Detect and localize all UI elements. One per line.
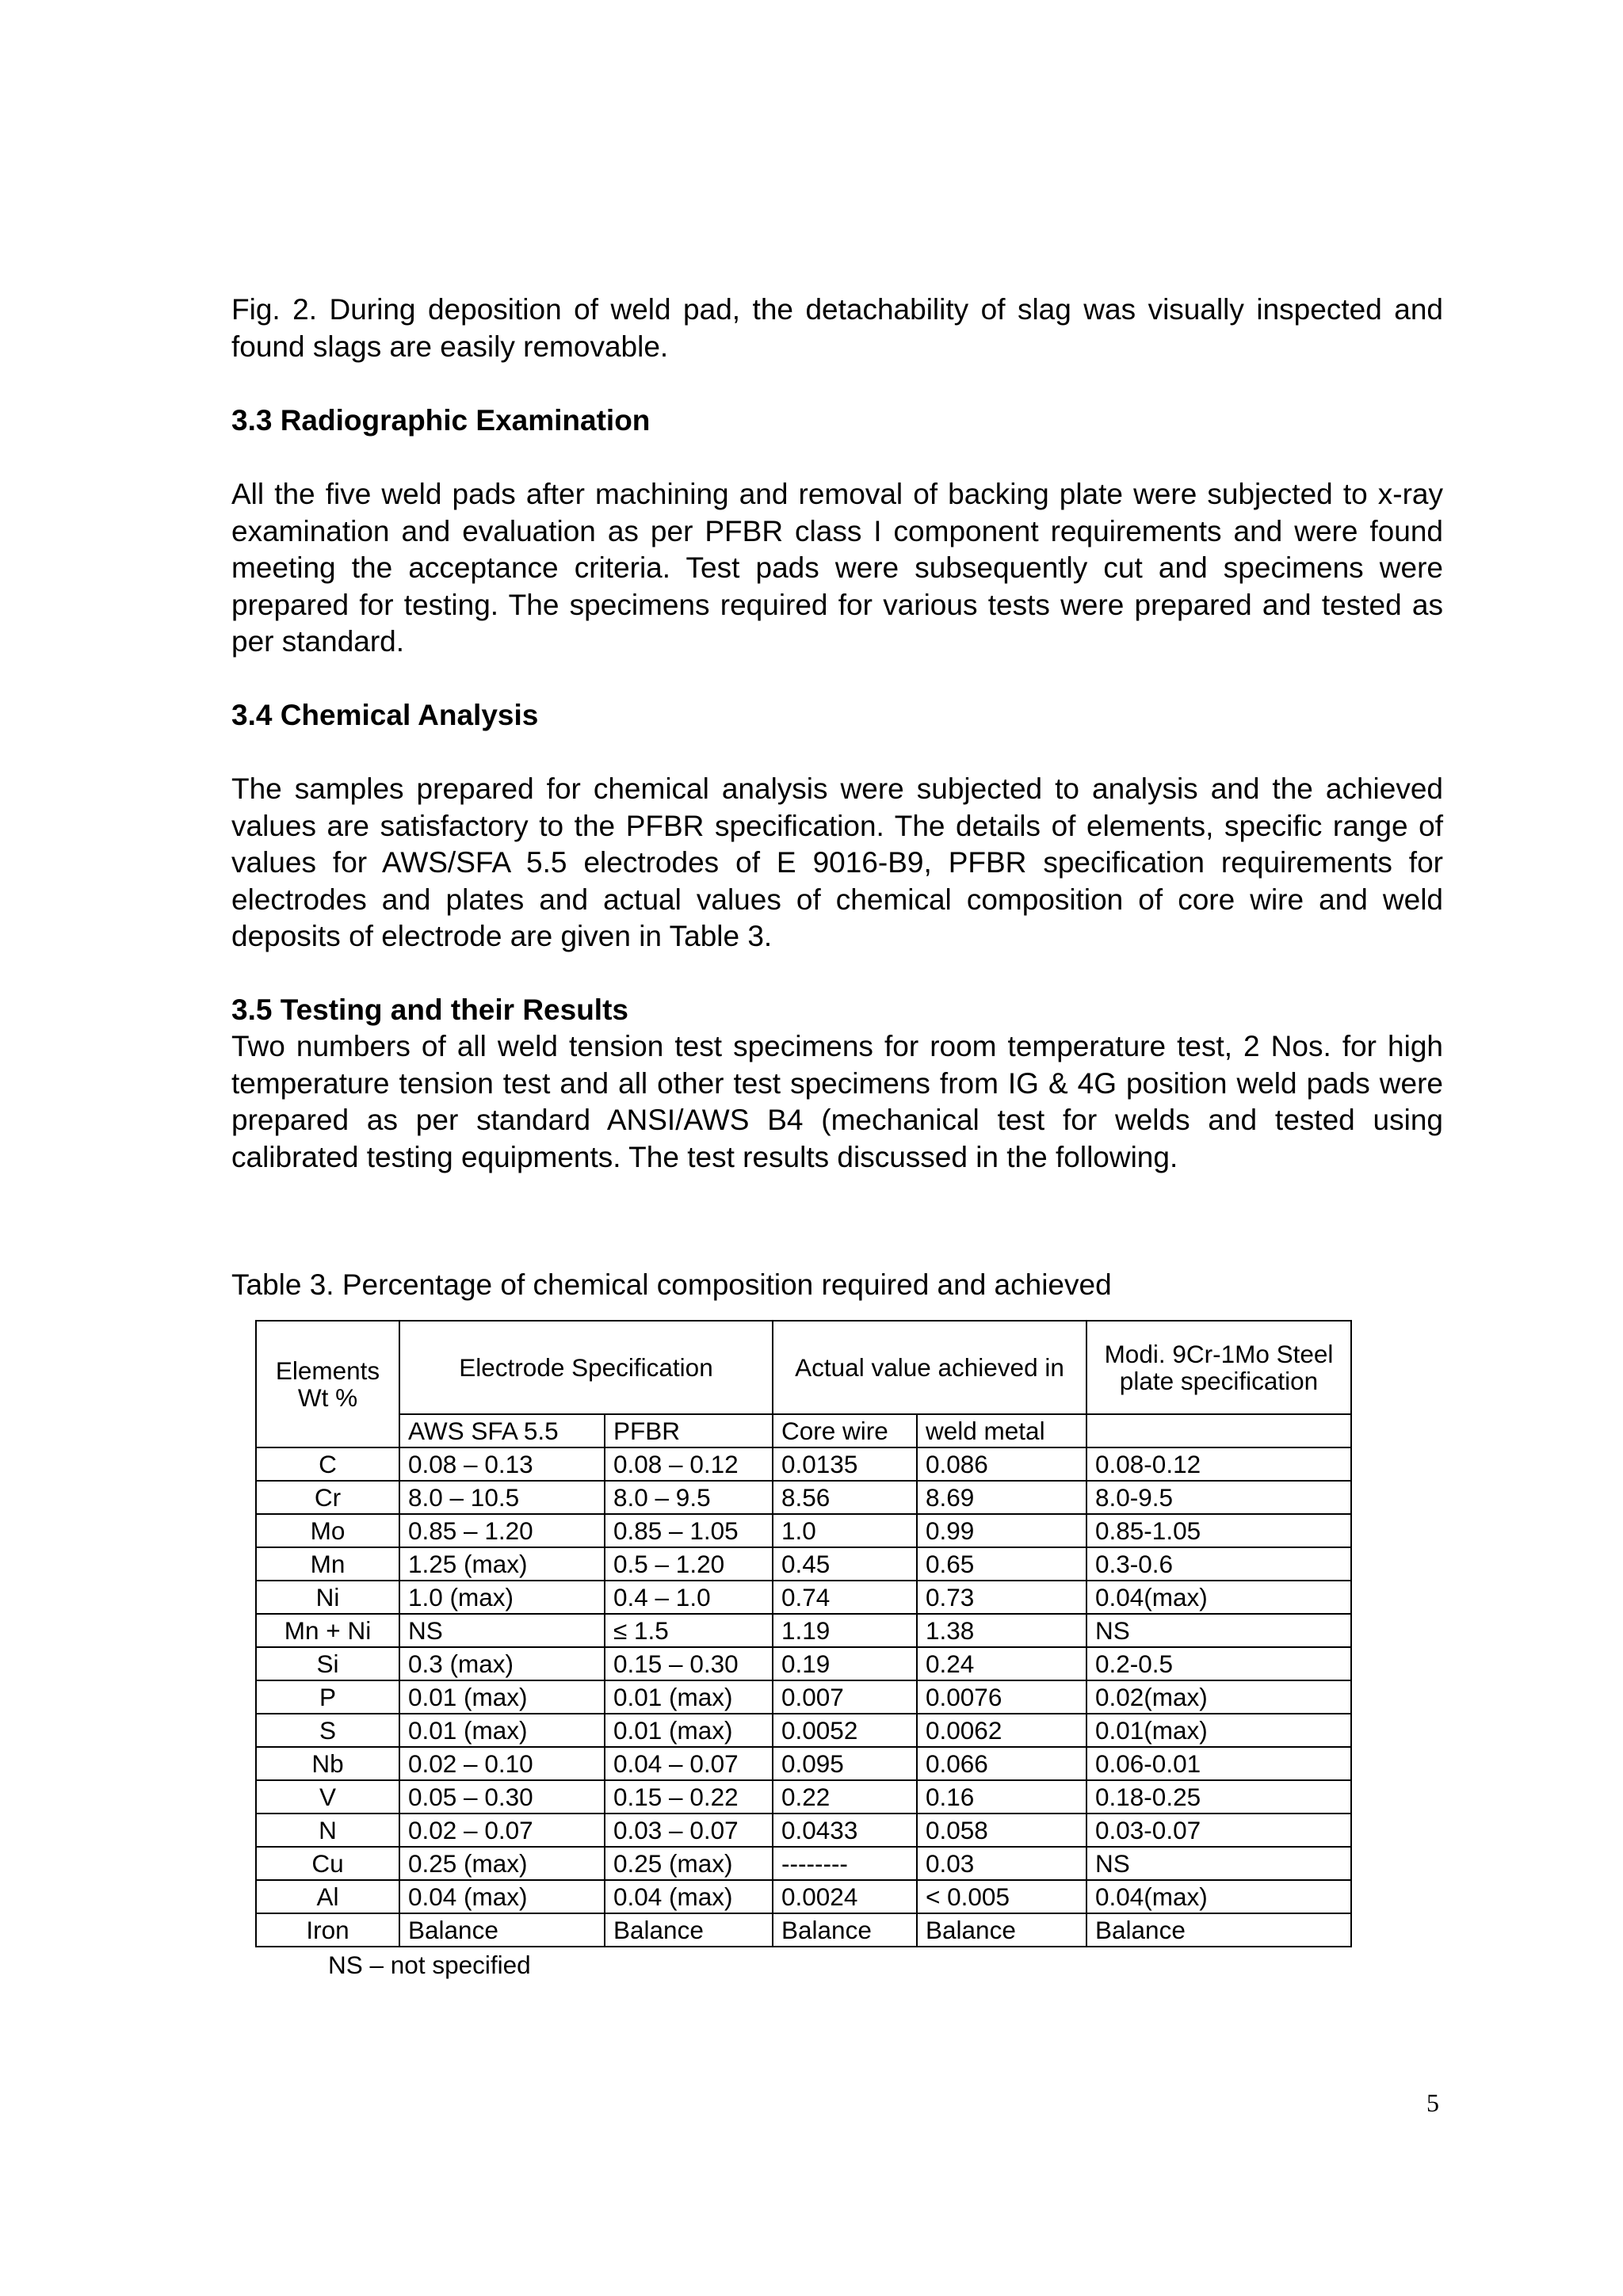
cell-element: S	[256, 1714, 399, 1747]
table-row	[256, 1814, 1351, 1847]
cell-pfbr: 0.04 (max)	[605, 1880, 773, 1913]
cell-plate-spec: 0.01(max)	[1086, 1714, 1351, 1747]
cell-plate-spec: 0.2-0.5	[1086, 1647, 1351, 1680]
cell-core-wire: 0.0052	[773, 1714, 917, 1747]
cell-aws: 0.04 (max)	[399, 1880, 605, 1913]
cell-aws: 0.01 (max)	[399, 1680, 605, 1714]
cell-core-wire: 0.0135	[773, 1447, 917, 1481]
paragraph-fig2: Fig. 2. During deposition of weld pad, the detachability of slag was visually inspected and found slags are easily removable.	[231, 293, 1443, 363]
table-row	[256, 1647, 1351, 1680]
table-row	[256, 1581, 1351, 1614]
cell-element: Al	[256, 1880, 399, 1913]
cell-weld-metal: 8.69	[917, 1481, 1086, 1514]
paragraph-testing: Two numbers of all weld tension test specimens for room temperature test, 2 Nos. for high temperature tension test and all other test specimens from IG & 4G position weld pads were prepared as per standard ANSI/AWS B4 (mechanical test for welds and tested using calibrated testing equipments. The test results discussed in the following.	[231, 1030, 1443, 1173]
cell-aws: 0.25 (max)	[399, 1847, 605, 1880]
table-row	[256, 1913, 1351, 1947]
cell-element: V	[256, 1780, 399, 1814]
cell-element: Iron	[256, 1913, 399, 1947]
cell-plate-spec: NS	[1086, 1614, 1351, 1647]
table-row	[256, 1847, 1351, 1880]
cell-core-wire: 0.0024	[773, 1880, 917, 1913]
table-row	[256, 1481, 1351, 1514]
cell-plate-spec: 0.3-0.6	[1086, 1547, 1351, 1581]
header-actual: Actual value achieved in	[773, 1321, 1086, 1414]
cell-aws: 0.01 (max)	[399, 1714, 605, 1747]
cell-core-wire: 0.095	[773, 1747, 917, 1780]
paragraph-radiographic: All the five weld pads after machining and removal of backing plate were subjected to x-ray examination and evaluation as per PFBR class I component requirements and were found meeting the acceptance criteria. Test pads were subsequently cut and specimens were prepared for testing. The specimens required for various tests were prepared and tested as per standard.	[231, 478, 1443, 658]
subheader-weld-metal: weld metal	[917, 1414, 1086, 1447]
cell-aws: 0.02 – 0.07	[399, 1814, 605, 1847]
cell-element: Si	[256, 1647, 399, 1680]
cell-element: Ni	[256, 1581, 399, 1614]
cell-aws: 0.08 – 0.13	[399, 1447, 605, 1481]
cell-weld-metal: 0.73	[917, 1581, 1086, 1614]
cell-plate-spec: 8.0-9.5	[1086, 1481, 1351, 1514]
table-subheader-row	[256, 1414, 1351, 1447]
table-row	[256, 1747, 1351, 1780]
cell-pfbr: Balance	[605, 1913, 773, 1947]
cell-weld-metal: Balance	[917, 1913, 1086, 1947]
cell-aws: Balance	[399, 1913, 605, 1947]
cell-element: Mn + Ni	[256, 1614, 399, 1647]
header-plate-spec: Modi. 9Cr-1Mo Steel plate specification	[1086, 1321, 1351, 1414]
heading-testing: 3.5 Testing and their Results	[231, 994, 628, 1026]
cell-pfbr: 0.85 – 1.05	[605, 1514, 773, 1547]
cell-pfbr: 0.4 – 1.0	[605, 1581, 773, 1614]
cell-aws: NS	[399, 1614, 605, 1647]
cell-weld-metal: 0.65	[917, 1547, 1086, 1581]
subheader-pfbr: PFBR	[605, 1414, 773, 1447]
cell-plate-spec: 0.03-0.07	[1086, 1814, 1351, 1847]
cell-plate-spec: 0.85-1.05	[1086, 1514, 1351, 1547]
table-row	[256, 1514, 1351, 1547]
table-row	[256, 1447, 1351, 1481]
table-row	[256, 1680, 1351, 1714]
cell-aws: 8.0 – 10.5	[399, 1481, 605, 1514]
cell-weld-metal: 0.03	[917, 1847, 1086, 1880]
header-electrode-spec: Electrode Specification	[399, 1321, 773, 1414]
cell-element: P	[256, 1680, 399, 1714]
table-row	[256, 1780, 1351, 1814]
table-header-row	[256, 1321, 1351, 1414]
cell-element: Nb	[256, 1747, 399, 1780]
cell-aws: 0.02 – 0.10	[399, 1747, 605, 1780]
cell-pfbr: 0.04 – 0.07	[605, 1747, 773, 1780]
cell-element: Cr	[256, 1481, 399, 1514]
cell-plate-spec: 0.02(max)	[1086, 1680, 1351, 1714]
cell-element: Cu	[256, 1847, 399, 1880]
cell-core-wire: 8.56	[773, 1481, 917, 1514]
cell-plate-spec: 0.18-0.25	[1086, 1780, 1351, 1814]
cell-core-wire: 1.19	[773, 1614, 917, 1647]
cell-weld-metal: 0.0076	[917, 1680, 1086, 1714]
cell-aws: 0.85 – 1.20	[399, 1514, 605, 1547]
cell-aws: 1.0 (max)	[399, 1581, 605, 1614]
cell-pfbr: 0.15 – 0.30	[605, 1647, 773, 1680]
cell-element: N	[256, 1814, 399, 1847]
subheader-core-wire: Core wire	[773, 1414, 917, 1447]
cell-plate-spec: 0.06-0.01	[1086, 1747, 1351, 1780]
cell-core-wire: --------	[773, 1847, 917, 1880]
cell-aws: 0.05 – 0.30	[399, 1780, 605, 1814]
cell-plate-spec: 0.04(max)	[1086, 1581, 1351, 1614]
cell-pfbr: 8.0 – 9.5	[605, 1481, 773, 1514]
heading-chemical: 3.4 Chemical Analysis	[231, 699, 539, 731]
table-caption: Table 3. Percentage of chemical composition required and achieved	[231, 1268, 1112, 1301]
cell-weld-metal: 0.99	[917, 1514, 1086, 1547]
cell-core-wire: 1.0	[773, 1514, 917, 1547]
paragraph-chemical: The samples prepared for chemical analysis were subjected to analysis and the achieved values are satisfactory to the PFBR specification. The details of elements, specific range of values for AWS/SFA 5.5 electrodes of E 9016-B9, PFBR specification requirements for electrodes and plates and actual values of chemical composition of core wire and weld deposits of electrode are given in Table 3.	[231, 772, 1443, 952]
table-row	[256, 1714, 1351, 1747]
subheader-blank	[1086, 1414, 1351, 1447]
page-number: 5	[1426, 2088, 1439, 2117]
cell-element: C	[256, 1447, 399, 1481]
cell-aws: 1.25 (max)	[399, 1547, 605, 1581]
cell-core-wire: 0.45	[773, 1547, 917, 1581]
cell-plate-spec: NS	[1086, 1847, 1351, 1880]
cell-pfbr: 0.5 – 1.20	[605, 1547, 773, 1581]
cell-weld-metal: 0.058	[917, 1814, 1086, 1847]
cell-pfbr: 0.03 – 0.07	[605, 1814, 773, 1847]
cell-weld-metal: 1.38	[917, 1614, 1086, 1647]
table-row	[256, 1614, 1351, 1647]
cell-plate-spec: Balance	[1086, 1913, 1351, 1947]
heading-radiographic: 3.3 Radiographic Examination	[231, 404, 651, 437]
cell-pfbr: 0.01 (max)	[605, 1714, 773, 1747]
cell-plate-spec: 0.08-0.12	[1086, 1447, 1351, 1481]
cell-core-wire: 0.007	[773, 1680, 917, 1714]
cell-pfbr: 0.25 (max)	[605, 1847, 773, 1880]
composition-table	[255, 1320, 1352, 1947]
cell-weld-metal: < 0.005	[917, 1880, 1086, 1913]
cell-plate-spec: 0.04(max)	[1086, 1880, 1351, 1913]
header-elements: Elements Wt %	[256, 1321, 399, 1447]
table-row	[256, 1547, 1351, 1581]
cell-core-wire: 0.74	[773, 1581, 917, 1614]
cell-element: Mn	[256, 1547, 399, 1581]
cell-core-wire: 0.22	[773, 1780, 917, 1814]
cell-weld-metal: 0.0062	[917, 1714, 1086, 1747]
cell-element: Mo	[256, 1514, 399, 1547]
subheader-aws: AWS SFA 5.5	[399, 1414, 605, 1447]
cell-pfbr: 0.08 – 0.12	[605, 1447, 773, 1481]
cell-core-wire: Balance	[773, 1913, 917, 1947]
cell-pfbr: 0.15 – 0.22	[605, 1780, 773, 1814]
cell-weld-metal: 0.24	[917, 1647, 1086, 1680]
cell-core-wire: 0.0433	[773, 1814, 917, 1847]
cell-weld-metal: 0.066	[917, 1747, 1086, 1780]
cell-pfbr: 0.01 (max)	[605, 1680, 773, 1714]
table-note: NS – not specified	[328, 1951, 531, 1979]
cell-pfbr: ≤ 1.5	[605, 1614, 773, 1647]
cell-weld-metal: 0.16	[917, 1780, 1086, 1814]
cell-weld-metal: 0.086	[917, 1447, 1086, 1481]
cell-aws: 0.3 (max)	[399, 1647, 605, 1680]
cell-core-wire: 0.19	[773, 1647, 917, 1680]
table-row	[256, 1880, 1351, 1913]
